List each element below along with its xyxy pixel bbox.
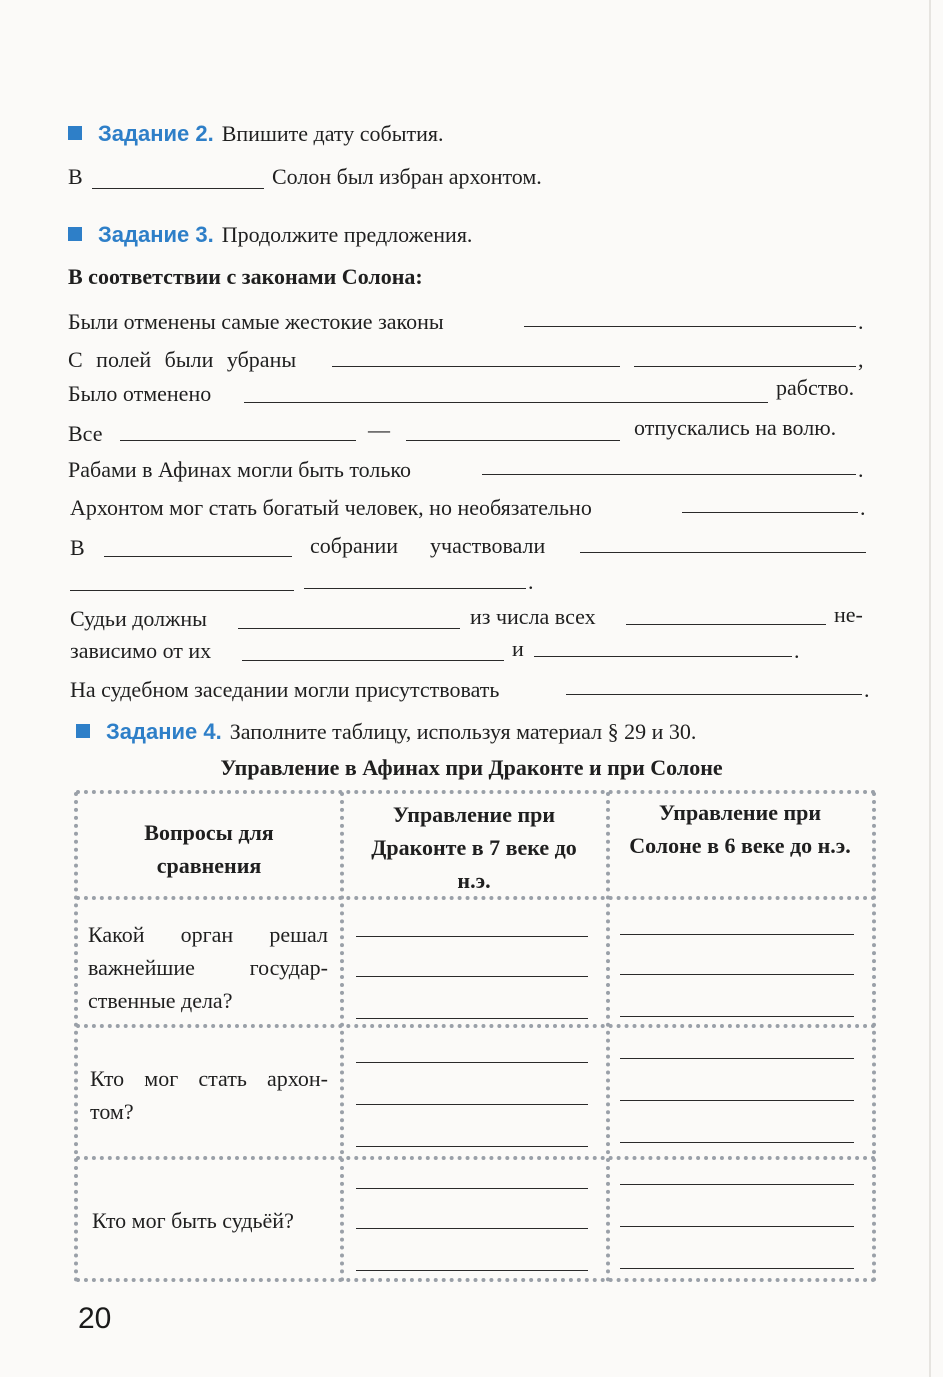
task-4-text: Заполните таблицу, используя материал § 29 и 30. bbox=[229, 719, 697, 744]
answer-line[interactable] bbox=[620, 1226, 854, 1227]
blank-2b[interactable] bbox=[634, 366, 856, 367]
answer-line[interactable] bbox=[620, 1268, 854, 1269]
sentence-4a: Все bbox=[68, 421, 103, 446]
dot-5: . bbox=[858, 457, 864, 482]
answer-line[interactable] bbox=[356, 1188, 588, 1189]
task-2-prefix: В bbox=[68, 164, 83, 189]
answer-line[interactable] bbox=[620, 934, 854, 935]
sentence-1: Были отменены самые жестокие законы bbox=[68, 309, 444, 334]
header-drakont: Управление при Драконте в 7 веке до н.э. bbox=[371, 802, 577, 893]
question-1-line-3: ственные дела? bbox=[88, 988, 233, 1013]
dot-10: . bbox=[794, 638, 800, 663]
task-3-subheading: В соответствии с законами Солона: bbox=[68, 264, 423, 289]
blank-8b[interactable] bbox=[304, 588, 526, 589]
header-solon: Управление при Солоне в 6 веке до н.э. bbox=[629, 800, 851, 858]
answer-line[interactable] bbox=[620, 1184, 854, 1185]
answer-line[interactable] bbox=[356, 1228, 588, 1229]
dash-4: — bbox=[368, 417, 390, 442]
sentence-9a: Судьи должны bbox=[70, 606, 207, 631]
blank-1[interactable] bbox=[524, 326, 856, 327]
blank-4b[interactable] bbox=[406, 440, 620, 441]
sentence-7b: собрании bbox=[310, 533, 399, 558]
answer-line[interactable] bbox=[620, 1016, 854, 1017]
answer-line[interactable] bbox=[356, 976, 588, 977]
sentence-7c: участвовали bbox=[430, 533, 546, 558]
task-2-name: Задание 2. bbox=[98, 121, 214, 146]
task-4-heading bbox=[76, 718, 696, 746]
question-2-line-1: Кто мог стать архон- bbox=[90, 1066, 328, 1091]
sentence-10b: и bbox=[512, 636, 524, 661]
blue-square-icon bbox=[68, 227, 82, 241]
blank-9b[interactable] bbox=[626, 624, 826, 625]
answer-line[interactable] bbox=[620, 1142, 854, 1143]
question-2-line-2: том? bbox=[90, 1099, 134, 1124]
sentence-2: С полей были убраны bbox=[68, 347, 297, 372]
dot-6: . bbox=[860, 495, 866, 520]
sentence-6: Архонтом мог стать богатый человек, но необязательно bbox=[70, 495, 592, 520]
answer-line[interactable] bbox=[620, 974, 854, 975]
blank-11[interactable] bbox=[566, 694, 862, 695]
answer-line[interactable] bbox=[356, 936, 588, 937]
blank-7a[interactable] bbox=[104, 556, 292, 557]
blue-square-icon bbox=[76, 724, 90, 738]
task-3-heading bbox=[68, 221, 472, 249]
blank-2a[interactable] bbox=[332, 366, 620, 367]
blank-10b[interactable] bbox=[534, 656, 792, 657]
blue-square-icon bbox=[68, 126, 82, 140]
sentence-4b: отпускались на волю. bbox=[634, 415, 837, 440]
blank-4a[interactable] bbox=[120, 440, 356, 441]
task-3-text: Продолжите предложения. bbox=[221, 222, 473, 247]
sentence-11: На судебном заседании могли присутствовать bbox=[70, 677, 500, 702]
answer-line[interactable] bbox=[620, 1100, 854, 1101]
dot-8: . bbox=[528, 569, 534, 594]
sentence-9c: не- bbox=[834, 602, 863, 627]
comma-2: , bbox=[858, 347, 864, 372]
page-number: 20 bbox=[78, 1302, 112, 1335]
page-edge bbox=[929, 0, 931, 1377]
sentence-7a: В bbox=[70, 535, 85, 560]
sentence-3b: рабство. bbox=[776, 375, 855, 400]
sentence-10a: зависимо от их bbox=[70, 638, 212, 663]
date-blank[interactable] bbox=[92, 188, 264, 189]
question-3: Кто мог быть судьёй? bbox=[92, 1208, 294, 1233]
blank-5[interactable] bbox=[482, 474, 856, 475]
question-1-line-2: важнейшие государ- bbox=[88, 955, 328, 980]
task-3-name: Задание 3. bbox=[98, 222, 214, 247]
answer-line[interactable] bbox=[356, 1270, 588, 1271]
answer-line[interactable] bbox=[356, 1146, 588, 1147]
blank-6[interactable] bbox=[682, 512, 858, 513]
answer-line[interactable] bbox=[356, 1018, 588, 1019]
task-2-heading bbox=[68, 120, 444, 148]
table-caption: Управление в Афинах при Драконте и при Солоне bbox=[220, 755, 723, 780]
task-4-name: Задание 4. bbox=[106, 719, 222, 744]
sentence-3a: Было отменено bbox=[68, 381, 212, 406]
dot-1: . bbox=[858, 309, 864, 334]
answer-line[interactable] bbox=[620, 1058, 854, 1059]
blank-3[interactable] bbox=[244, 402, 768, 403]
dot-11: . bbox=[864, 677, 870, 702]
blank-8a[interactable] bbox=[70, 590, 294, 591]
task-2-text: Впишите дату события. bbox=[221, 121, 444, 146]
task-2-suffix: Солон был избран архонтом. bbox=[272, 164, 542, 189]
sentence-5: Рабами в Афинах могли быть только bbox=[68, 457, 411, 482]
blank-7b[interactable] bbox=[580, 552, 866, 553]
comparison-table bbox=[76, 792, 876, 1282]
sentence-9b: из числа всех bbox=[470, 604, 596, 629]
blank-10a[interactable] bbox=[242, 660, 504, 661]
answer-line[interactable] bbox=[356, 1104, 588, 1105]
question-1-line-1: Какой орган решал bbox=[88, 922, 328, 947]
blank-9a[interactable] bbox=[238, 628, 460, 629]
answer-line[interactable] bbox=[356, 1062, 588, 1063]
header-questions: Вопросы для сравнения bbox=[144, 820, 274, 878]
